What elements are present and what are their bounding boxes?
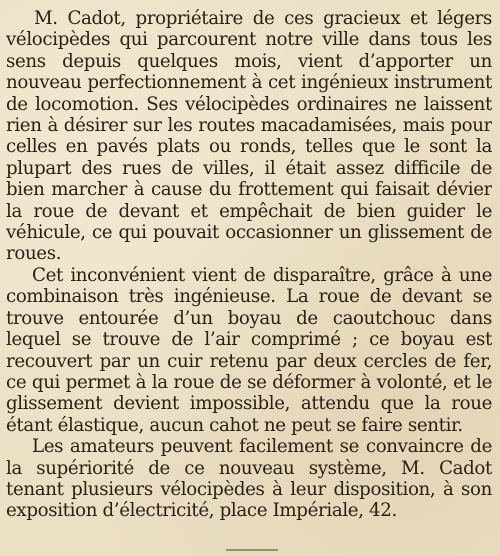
article-paragraph-1: M. Cadot, propriétaire de ces gracieux et légers vélocipèdes qui parcourent notre ville dans tous les sens depuis quelques mois, vient d’apporter un nouveau perfectionnement à cet ingénieux instrument de locomotion. Ses vélocipèdes ordinaires ne laissent rien à désirer sur les routes macadamisées, mais pour celles en pavés plats ou ronds, telles que le sont la plupart des rues de villes, il était assez difficile de bien marcher à cause du frottement qui faisait dévier la roue de devant et empêchait de bien guider le véhicule, ce qui pouvait occasionner un glissement de roues. — [6, 8, 492, 265]
column-divider-rule — [226, 549, 278, 551]
article-paragraph-2: Cet inconvénient vient de disparaître, grâce à une combinaison très ingénieuse. La roue de devant se trouve entourée d’un boyau de caoutchouc dans lequel se trouve de l’air comprimé ; ce boyau est recouvert par un cuir retenu par deux cercles de fer, ce qui permet à la roue de se déformer à volonté, et le glissement devient impossible, attendu que la roue étant élastique, aucun cahot ne peut se faire sentir. — [6, 264, 492, 436]
article-paragraph-3: Les amateurs peuvent facilement se convaincre de la supériorité de ce nouveau système, M. Cadot tenant plusieurs vélocipèdes à leur disposition, à son exposition d’électricité, place Impériale, 42. — [6, 436, 492, 522]
newspaper-article — [6, 8, 492, 554]
